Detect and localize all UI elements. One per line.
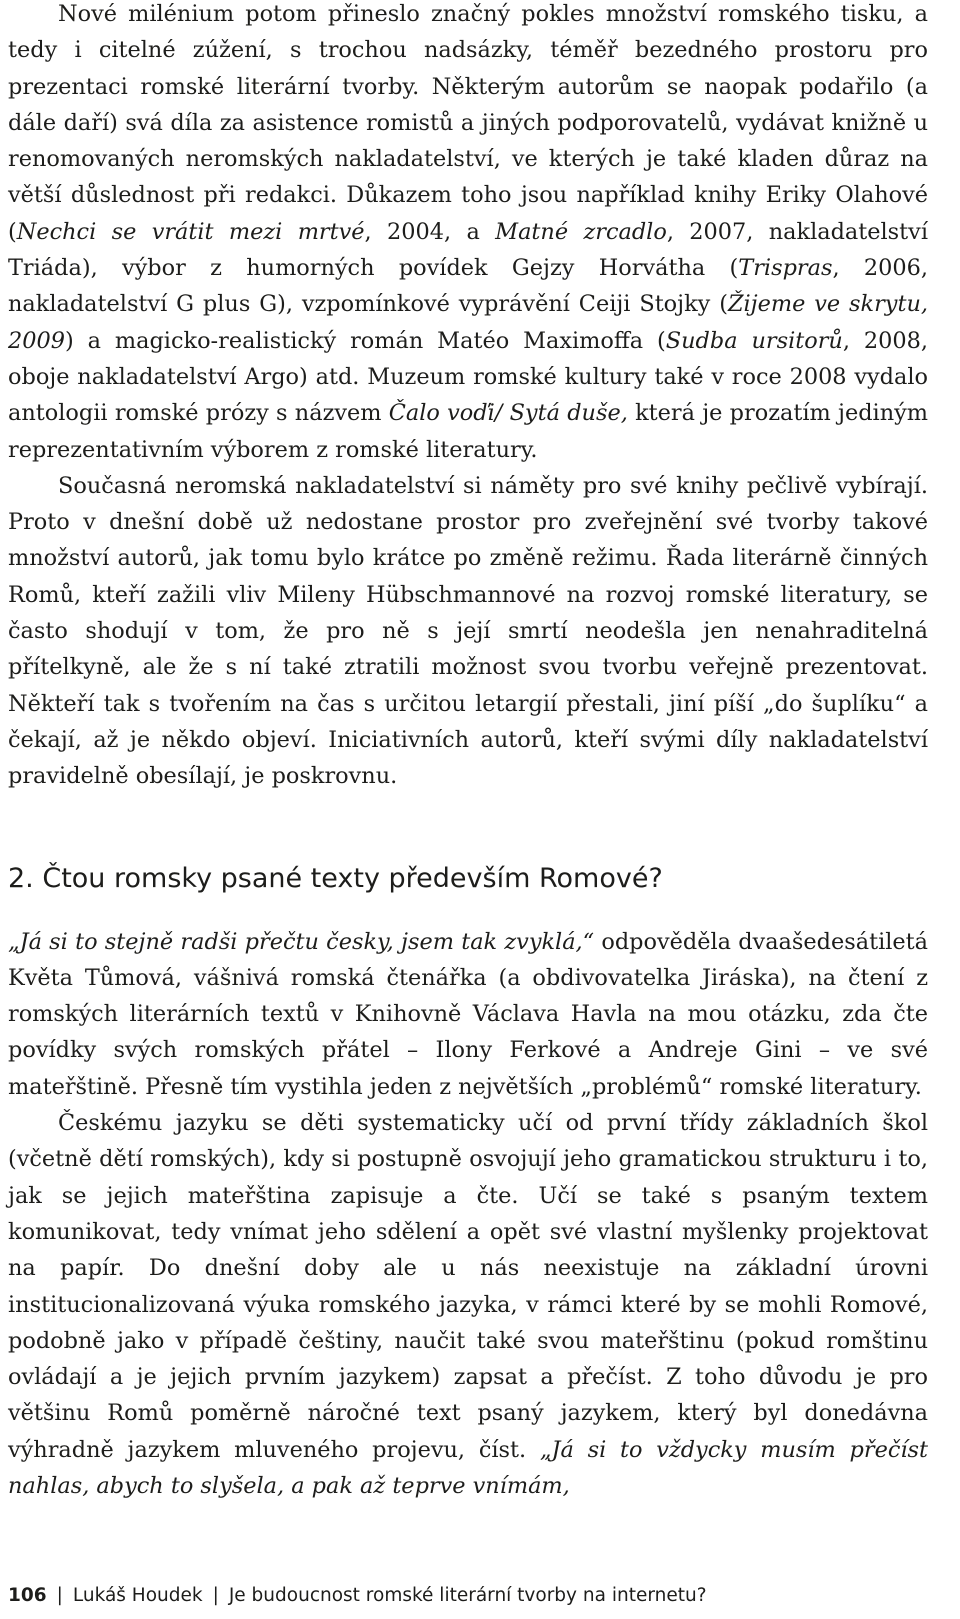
footer-title: Je budoucnost romské literární tvorby na internetu? <box>228 1585 707 1606</box>
document-page <box>8 0 928 1504</box>
book-title: Trispras <box>738 255 833 282</box>
page-number: 106 <box>8 1585 47 1606</box>
body-paragraph: „Já si to stejně radši přečtu česky, jsem tak zvyklá,“ odpověděla dvaašedesátiletá Květa Tůmová, vášnivá romská čtenářka (a obdivovatelka Jiráska), na čtení z romských literárních textů v Knihovně Václava Havla na mou otázku, zda čte povídky svých romských přátel – Ilony Ferkové a Andreje Gini – ve své mateřštině. Přesně tím vystihla jeden z největších „problémů“ romské literatury. <box>8 928 928 1100</box>
page-footer <box>8 1584 707 1608</box>
book-title: Matné zrcadlo <box>495 218 667 245</box>
body-paragraph: Nové milénium potom přineslo značný pokles množství romského tisku, a tedy i citelné zúžení, s trochou nadsázky, téměř bezedného prostoru pro prezentaci romské literární tvorby. Některým autorům se naopak podařilo (a dále daří) svá díla za asistence romistů a jiných podporovatelů, vydávat knižně u renomovaných neromských nakladatelství, ve kterých je také kladen důraz na větší důslednost při redakci. Důkazem toho jsou například knihy Eriky Olahové (Nechci se vrátit mezi mrtvé, 2004, a Matné zrcadlo, 2007, nakladatelství Triáda), výbor z humorných povídek Gejzy Horvátha (Trispras, 2006, nakladatelství G plus G), vzpomínkové vyprávění Ceiji Stojky (Žijeme ve skrytu, 2009) a magicko-realistický román Matéo Maximoffa (Sudba ursitorů, 2008, oboje nakladatelství Argo) atd. Muzeum romské kultury také v roce 2008 vydalo antologii romské prózy s názvem Čalo voďi/ Sytá duše, která je prozatím jediným reprezentativním výborem z romské literatury. <box>8 1 928 463</box>
quote: „Já si to stejně radši přečtu česky, jsem tak zvyklá,“ <box>8 928 595 955</box>
footer-separator: | <box>56 1585 63 1606</box>
book-title: Sudba ursitorů <box>665 327 843 354</box>
body-paragraph: Českému jazyku se děti systematicky učí od první třídy základních škol (včetně dětí romských), kdy si postupně osvojují jeho gramatickou strukturu i to, jak se jejich mateřština zapisuje a čte. Učí se také s psaným textem komunikovat, tedy vnímat jeho sdělení a opět své vlastní myšlenky projektovat na papír. Do dnešní doby ale u nás neexistuje na základní úrovni institucionalizovaná výuka romského jazyka, v rámci které by se mohli Romové, podobně jako v případě češtiny, naučit také svou mateřštinu (pokud romštinu ovládají a je jejich prvním jazykem) zapsat a přečíst. Z toho důvodu je pro většinu Romů poměrně náročné text psaný jazykem, který byl donedávna výhradně jazykem mluveného projevu, číst. „Já si to vždycky musím přečíst nahlas, abych to slyšela, a pak až teprve vnímám, <box>8 1110 929 1499</box>
section-heading: 2. Čtou romsky psané texty především Romové? <box>8 862 663 894</box>
book-title: Nechci se vrátit mezi mrtvé <box>16 218 365 245</box>
quote: „Já si to vždycky musím přečíst nahlas, abych to slyšela, a pak až teprve vnímám, <box>8 1436 929 1499</box>
book-title: Žijeme ve skrytu, 2009 <box>8 291 928 354</box>
section-body <box>8 924 928 1505</box>
footer-author: Lukáš Houdek <box>72 1585 203 1606</box>
book-title: Čalo voďi/ Sytá duše, <box>388 400 628 427</box>
body-paragraph: Současná neromská nakladatelství si náměty pro své knihy pečlivě vybírají. Proto v dnešní době už nedostane prostor pro zveřejnění své tvorby takové množství autorů, jak tomu bylo krátce po změně režimu. Řada literárně činných Romů, kteří zažili vliv Mileny Hübschmannové na rozvoj romské literatury, se často shodují v tom, že pro ně s její smrtí neodešla jen nenahraditelná přítelkyně, ale že s ní také ztratili možnost svou tvorbu veřejně prezentovat. Někteří tak s tvořením na čas s určitou letargií přestali, jiní píší „do šuplíku“ a čekají, až je někdo objeví. Iniciativních autorů, kteří svými díly nakladatelství pravidelně obesílají, je poskrovnu. <box>8 472 928 790</box>
footer-separator: | <box>212 1585 219 1606</box>
